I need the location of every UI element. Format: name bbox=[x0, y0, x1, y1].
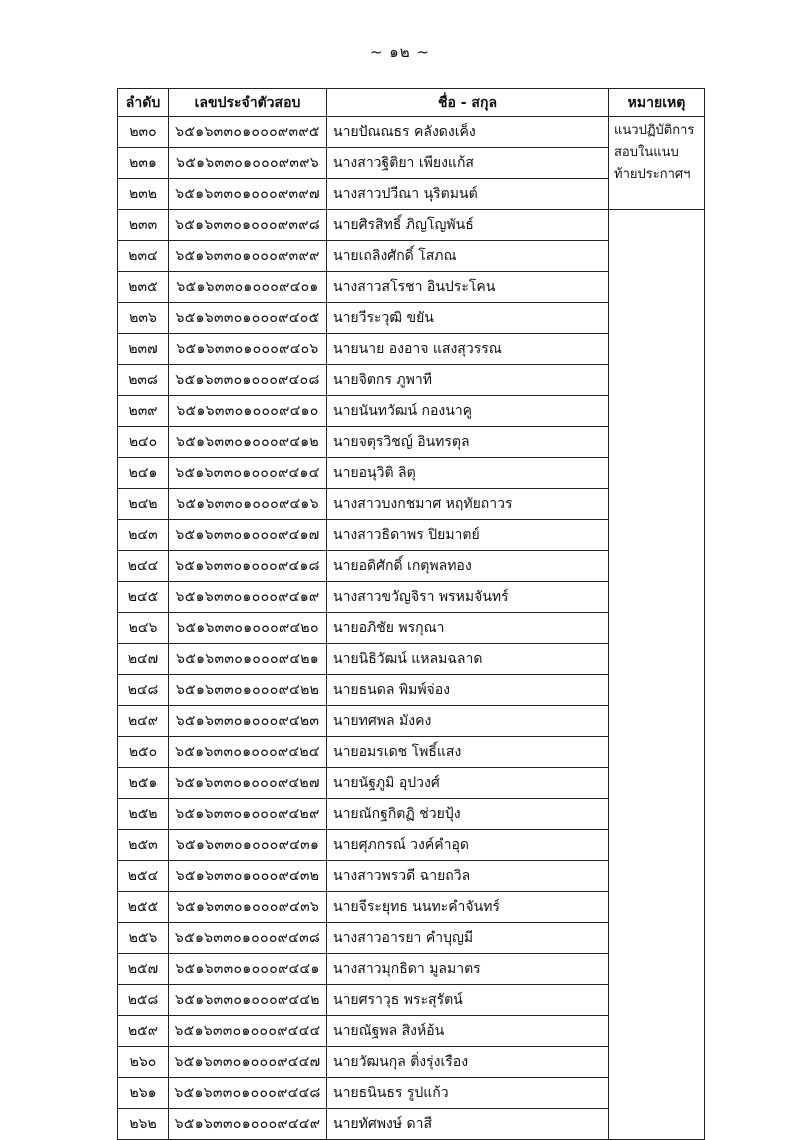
row-full-name: นายณัฐพล สิงห์อ้น bbox=[327, 1016, 609, 1047]
table-row bbox=[118, 1078, 705, 1109]
table-row bbox=[118, 644, 705, 675]
remarks-empty-cell bbox=[609, 644, 705, 675]
row-exam-id: ๖๕๑๖๓๓๐๑๐๐๐๙๔๔๔ bbox=[169, 1016, 327, 1047]
row-full-name: นางสาวพรวดี ฉายถวิล bbox=[327, 861, 609, 892]
remarks-empty-cell bbox=[609, 737, 705, 768]
remarks-empty-cell bbox=[609, 861, 705, 892]
row-full-name: นางสาวอารยา คำบุญมี bbox=[327, 923, 609, 954]
row-full-name: นางสาวปวีณา นุริตมนต์ bbox=[327, 179, 609, 210]
row-full-name: นายนิธิวัฒน์ แหลมฉลาด bbox=[327, 644, 609, 675]
row-exam-id: ๖๕๑๖๓๓๐๑๐๐๐๙๓๙๖ bbox=[169, 148, 327, 179]
row-sequence: ๒๓๑ bbox=[118, 148, 169, 179]
page-number: ~ ๑๒ ~ bbox=[369, 43, 431, 61]
remarks-empty-cell bbox=[609, 1078, 705, 1109]
remarks-empty-cell bbox=[609, 613, 705, 644]
table-row bbox=[118, 241, 705, 272]
row-full-name: นายศุภกรณ์ วงค์คำอุด bbox=[327, 830, 609, 861]
remarks-empty-cell bbox=[609, 210, 705, 241]
remarks-empty-cell bbox=[609, 1109, 705, 1140]
row-full-name: นายนาย องอาจ แสงสุวรรณ bbox=[327, 334, 609, 365]
table-row bbox=[118, 861, 705, 892]
row-exam-id: ๖๕๑๖๓๓๐๑๐๐๐๙๔๒๐ bbox=[169, 613, 327, 644]
row-full-name: นายธนินธร รูปแก้ว bbox=[327, 1078, 609, 1109]
row-full-name: นายนัฐภูมิ อุปวงศ์ bbox=[327, 768, 609, 799]
row-sequence: ๒๔๔ bbox=[118, 551, 169, 582]
remarks-empty-cell bbox=[609, 985, 705, 1016]
header-remarks: หมายเหตุ bbox=[609, 89, 705, 117]
row-full-name: นายธนดล พิมพ์จ่อง bbox=[327, 675, 609, 706]
table-row bbox=[118, 675, 705, 706]
remarks-empty-cell bbox=[609, 799, 705, 830]
row-sequence: ๒๕๖ bbox=[118, 923, 169, 954]
table-row bbox=[118, 210, 705, 241]
row-sequence: ๒๕๕ bbox=[118, 892, 169, 923]
table-row bbox=[118, 334, 705, 365]
row-exam-id: ๖๕๑๖๓๓๐๑๐๐๐๙๔๒๔ bbox=[169, 737, 327, 768]
row-sequence: ๒๓๐ bbox=[118, 117, 169, 148]
row-full-name: นางสาวขวัญจิรา พรหมจันทร์ bbox=[327, 582, 609, 613]
table-row bbox=[118, 458, 705, 489]
row-full-name: นายจิตกร ภูพาที bbox=[327, 365, 609, 396]
row-sequence: ๒๕๓ bbox=[118, 830, 169, 861]
row-exam-id: ๖๕๑๖๓๓๐๑๐๐๐๙๔๐๑ bbox=[169, 272, 327, 303]
row-exam-id: ๖๕๑๖๓๓๐๑๐๐๐๙๔๑๐ bbox=[169, 396, 327, 427]
row-exam-id: ๖๕๑๖๓๓๐๑๐๐๐๙๔๑๗ bbox=[169, 520, 327, 551]
remarks-empty-cell bbox=[609, 1016, 705, 1047]
row-full-name: นายวัฒนกุล ติ่งรุ่งเรือง bbox=[327, 1047, 609, 1078]
row-full-name: นายนันทวัฒน์ กองนาคู bbox=[327, 396, 609, 427]
table-row bbox=[118, 706, 705, 737]
row-sequence: ๒๔๑ bbox=[118, 458, 169, 489]
row-sequence: ๒๕๑ bbox=[118, 768, 169, 799]
row-full-name: นายอภิชัย พรกุณา bbox=[327, 613, 609, 644]
row-exam-id: ๖๕๑๖๓๓๐๑๐๐๐๙๔๓๘ bbox=[169, 923, 327, 954]
row-full-name: นางสาวสโรชา อินประโคน bbox=[327, 272, 609, 303]
header-exam-id: เลขประจำตัวสอบ bbox=[169, 89, 327, 117]
row-full-name: นายอดิศักดิ์ เกตุพลทอง bbox=[327, 551, 609, 582]
row-sequence: ๒๔๙ bbox=[118, 706, 169, 737]
row-sequence: ๒๓๒ bbox=[118, 179, 169, 210]
row-sequence: ๒๓๔ bbox=[118, 241, 169, 272]
table-row bbox=[118, 799, 705, 830]
row-full-name: นายวีระวุฒิ ขยัน bbox=[327, 303, 609, 334]
row-sequence: ๒๔๐ bbox=[118, 427, 169, 458]
row-exam-id: ๖๕๑๖๓๓๐๑๐๐๐๙๔๔๙ bbox=[169, 1109, 327, 1140]
row-sequence: ๒๖๐ bbox=[118, 1047, 169, 1078]
remarks-empty-cell bbox=[609, 1047, 705, 1078]
exam-roster-table bbox=[117, 88, 705, 1140]
remarks-empty-cell bbox=[609, 334, 705, 365]
remarks-empty-cell bbox=[609, 830, 705, 861]
row-exam-id: ๖๕๑๖๓๓๐๑๐๐๐๙๔๒๑ bbox=[169, 644, 327, 675]
remarks-empty-cell bbox=[609, 427, 705, 458]
row-full-name: นายอนุวิติ ลิตุ bbox=[327, 458, 609, 489]
row-exam-id: ๖๕๑๖๓๓๐๑๐๐๐๙๔๒๓ bbox=[169, 706, 327, 737]
row-sequence: ๒๔๖ bbox=[118, 613, 169, 644]
row-full-name: นางสาวฐิติยา เพียงแก้ส bbox=[327, 148, 609, 179]
row-sequence: ๒๕๐ bbox=[118, 737, 169, 768]
row-exam-id: ๖๕๑๖๓๓๐๑๐๐๐๙๔๔๗ bbox=[169, 1047, 327, 1078]
row-full-name: นายณักฐกิตฏิ ช่วยปุ้ง bbox=[327, 799, 609, 830]
row-exam-id: ๖๕๑๖๓๓๐๑๐๐๐๙๔๑๙ bbox=[169, 582, 327, 613]
table-row bbox=[118, 365, 705, 396]
table-row bbox=[118, 551, 705, 582]
table-row bbox=[118, 613, 705, 644]
row-sequence: ๒๔๕ bbox=[118, 582, 169, 613]
row-sequence: ๒๓๙ bbox=[118, 396, 169, 427]
row-sequence: ๒๕๒ bbox=[118, 799, 169, 830]
remarks-empty-cell bbox=[609, 954, 705, 985]
remarks-empty-cell bbox=[609, 458, 705, 489]
row-exam-id: ๖๕๑๖๓๓๐๑๐๐๐๙๓๙๘ bbox=[169, 210, 327, 241]
row-full-name: นายจตุรวิชญ์ อินทรตุล bbox=[327, 427, 609, 458]
remarks-empty-cell bbox=[609, 241, 705, 272]
header-full-name: ชื่อ - สกุล bbox=[327, 89, 609, 117]
row-sequence: ๒๓๖ bbox=[118, 303, 169, 334]
row-full-name: นายศิรสิทธิ์ ภิญโญพันธ์ bbox=[327, 210, 609, 241]
remarks-empty-cell bbox=[609, 272, 705, 303]
remarks-empty-cell bbox=[609, 675, 705, 706]
row-sequence: ๒๔๓ bbox=[118, 520, 169, 551]
row-full-name: นางสาวบงกชมาศ หฤทัยถาวร bbox=[327, 489, 609, 520]
remarks-empty-cell bbox=[609, 489, 705, 520]
row-full-name: นายเถลิงศักดิ์ โสภณ bbox=[327, 241, 609, 272]
remarks-empty-cell bbox=[609, 892, 705, 923]
remarks-empty-cell bbox=[609, 365, 705, 396]
table-row bbox=[118, 985, 705, 1016]
row-exam-id: ๖๕๑๖๓๓๐๑๐๐๐๙๔๐๖ bbox=[169, 334, 327, 365]
table-row bbox=[118, 737, 705, 768]
row-sequence: ๒๔๒ bbox=[118, 489, 169, 520]
row-exam-id: ๖๕๑๖๓๓๐๑๐๐๐๙๔๓๑ bbox=[169, 830, 327, 861]
table-row bbox=[118, 520, 705, 551]
row-exam-id: ๖๕๑๖๓๓๐๑๐๐๐๙๔๔๒ bbox=[169, 985, 327, 1016]
table-row bbox=[118, 427, 705, 458]
row-exam-id: ๖๕๑๖๓๓๐๑๐๐๐๙๔๔๑ bbox=[169, 954, 327, 985]
row-exam-id: ๖๕๑๖๓๓๐๑๐๐๐๙๔๓๒ bbox=[169, 861, 327, 892]
row-full-name: นายปัณณธร คลังดงเค็ง bbox=[327, 117, 609, 148]
remarks-empty-cell bbox=[609, 582, 705, 613]
row-full-name: นายอมรเดช โพธิ์แสง bbox=[327, 737, 609, 768]
table-row bbox=[118, 892, 705, 923]
remarks-empty-cell bbox=[609, 923, 705, 954]
row-exam-id: ๖๕๑๖๓๓๐๑๐๐๐๙๔๑๔ bbox=[169, 458, 327, 489]
row-sequence: ๒๔๘ bbox=[118, 675, 169, 706]
row-full-name: นายจีระยุทธ นนทะคำจันทร์ bbox=[327, 892, 609, 923]
row-exam-id: ๖๕๑๖๓๓๐๑๐๐๐๙๓๙๗ bbox=[169, 179, 327, 210]
row-full-name: นางสาวธิดาพร ปิยมาตย์ bbox=[327, 520, 609, 551]
row-full-name: นายทัศพงษ์ ดาสี bbox=[327, 1109, 609, 1140]
row-exam-id: ๖๕๑๖๓๓๐๑๐๐๐๙๔๒๒ bbox=[169, 675, 327, 706]
table-row bbox=[118, 303, 705, 334]
row-exam-id: ๖๕๑๖๓๓๐๑๐๐๐๙๔๔๘ bbox=[169, 1078, 327, 1109]
row-exam-id: ๖๕๑๖๓๓๐๑๐๐๐๙๔๐๘ bbox=[169, 365, 327, 396]
row-sequence: ๒๓๗ bbox=[118, 334, 169, 365]
row-full-name: นางสาวมุกธิดา มูลมาตร bbox=[327, 954, 609, 985]
table-row bbox=[118, 1109, 705, 1140]
table-row bbox=[118, 923, 705, 954]
table-row bbox=[118, 830, 705, 861]
remarks-empty-cell bbox=[609, 520, 705, 551]
row-exam-id: ๖๕๑๖๓๓๐๑๐๐๐๙๔๑๘ bbox=[169, 551, 327, 582]
row-exam-id: ๖๕๑๖๓๓๐๑๐๐๐๙๔๑๒ bbox=[169, 427, 327, 458]
row-sequence: ๒๕๘ bbox=[118, 985, 169, 1016]
row-sequence: ๒๓๓ bbox=[118, 210, 169, 241]
row-full-name: นายทศพล มังคง bbox=[327, 706, 609, 737]
table-row bbox=[118, 1016, 705, 1047]
row-sequence: ๒๖๒ bbox=[118, 1109, 169, 1140]
row-sequence: ๒๔๗ bbox=[118, 644, 169, 675]
table-row bbox=[118, 582, 705, 613]
table-row bbox=[118, 396, 705, 427]
row-sequence: ๒๕๙ bbox=[118, 1016, 169, 1047]
row-exam-id: ๖๕๑๖๓๓๐๑๐๐๐๙๔๐๕ bbox=[169, 303, 327, 334]
remarks-empty-cell bbox=[609, 768, 705, 799]
table-row bbox=[118, 954, 705, 985]
row-sequence: ๒๓๘ bbox=[118, 365, 169, 396]
row-exam-id: ๖๕๑๖๓๓๐๑๐๐๐๙๔๓๖ bbox=[169, 892, 327, 923]
table-row bbox=[118, 489, 705, 520]
row-exam-id: ๖๕๑๖๓๓๐๑๐๐๐๙๔๑๖ bbox=[169, 489, 327, 520]
table-row bbox=[118, 117, 705, 148]
row-exam-id: ๖๕๑๖๓๓๐๑๐๐๐๙๓๙๙ bbox=[169, 241, 327, 272]
remarks-empty-cell bbox=[609, 551, 705, 582]
table-header-row bbox=[118, 89, 705, 117]
row-sequence: ๒๓๕ bbox=[118, 272, 169, 303]
row-exam-id: ๖๕๑๖๓๓๐๑๐๐๐๙๔๒๗ bbox=[169, 768, 327, 799]
table-row bbox=[118, 768, 705, 799]
row-exam-id: ๖๕๑๖๓๓๐๑๐๐๐๙๔๒๙ bbox=[169, 799, 327, 830]
row-full-name: นายศราวุธ พระสุรัตน์ bbox=[327, 985, 609, 1016]
table-row bbox=[118, 272, 705, 303]
remarks-empty-cell bbox=[609, 303, 705, 334]
table-row bbox=[118, 1047, 705, 1078]
row-sequence: ๒๕๔ bbox=[118, 861, 169, 892]
row-sequence: ๒๖๑ bbox=[118, 1078, 169, 1109]
row-exam-id: ๖๕๑๖๓๓๐๑๐๐๐๙๓๙๕ bbox=[169, 117, 327, 148]
remarks-note: แนวปฏิบัติการสอบในแนบท้ายประกาศฯ bbox=[609, 117, 705, 210]
row-sequence: ๒๕๗ bbox=[118, 954, 169, 985]
remarks-empty-cell bbox=[609, 706, 705, 737]
table-body bbox=[118, 117, 705, 1140]
remarks-empty-cell bbox=[609, 396, 705, 427]
header-sequence: ลำดับ bbox=[118, 89, 169, 117]
